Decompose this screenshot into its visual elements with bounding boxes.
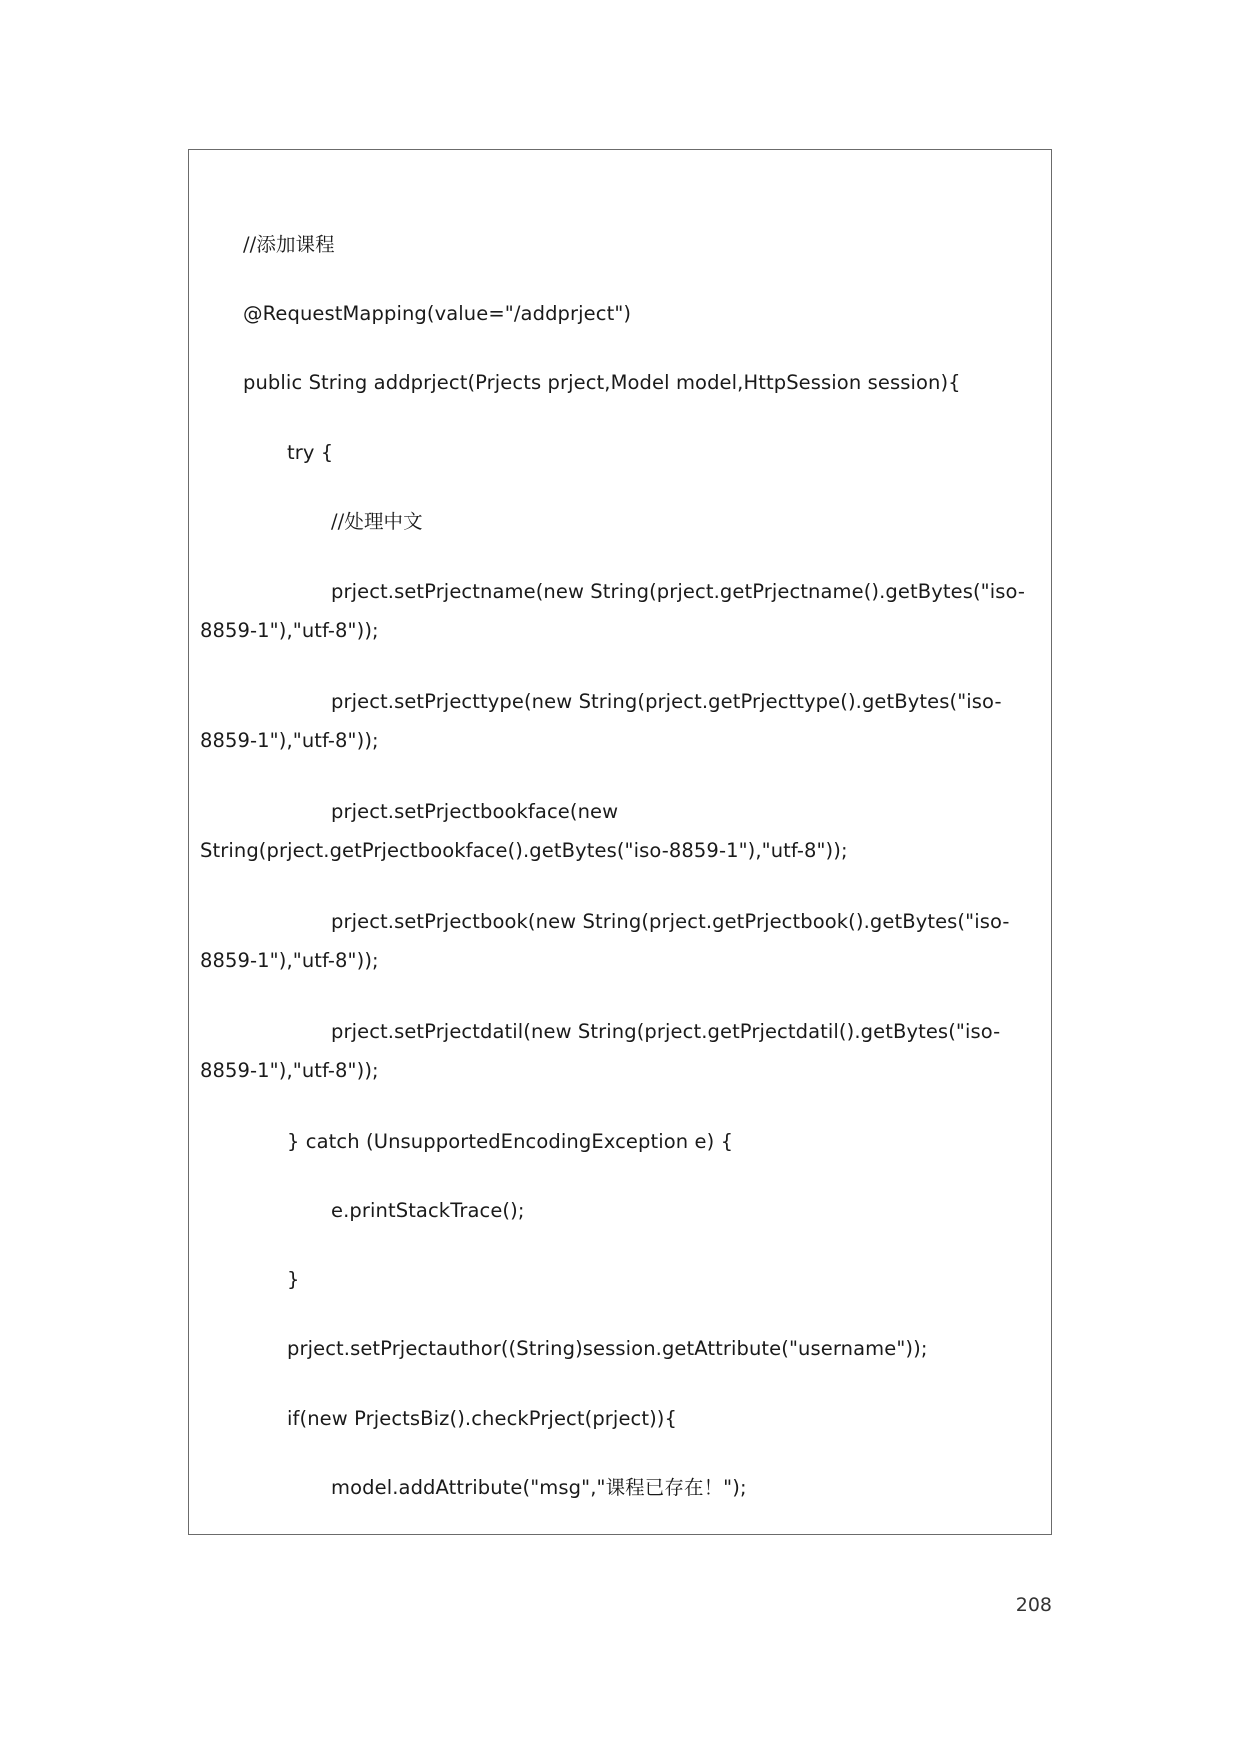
code-line: //添加课程 xyxy=(243,233,335,256)
code-line: model.addAttribute("msg","课程已存在！"); xyxy=(331,1476,747,1499)
code-line: prject.setPrjectauthor((String)session.getAttribute("username")); xyxy=(287,1337,928,1360)
code-line: prject.setPrjectdatil(new String(prject.getPrjectdatil().getBytes("iso- xyxy=(331,1020,1001,1043)
code-line: public String addprject(Prjects prject,Model model,HttpSession session){ xyxy=(243,371,961,394)
code-line: String(prject.getPrjectbookface().getBytes("iso-8859-1"),"utf-8")); xyxy=(200,839,848,862)
code-line: prject.setPrjecttype(new String(prject.getPrjecttype().getBytes("iso- xyxy=(331,690,1002,713)
code-line: prject.setPrjectbook(new String(prject.getPrjectbook().getBytes("iso- xyxy=(331,910,1010,933)
code-line: prject.setPrjectbookface(new xyxy=(331,800,619,823)
code-line: e.printStackTrace(); xyxy=(331,1199,525,1222)
code-line: 8859-1"),"utf-8")); xyxy=(200,1059,379,1082)
code-line: //处理中文 xyxy=(331,510,423,533)
code-line: 8859-1"),"utf-8")); xyxy=(200,729,379,752)
code-line: if(new PrjectsBiz().checkPrject(prject)){ xyxy=(287,1407,678,1430)
code-line: @RequestMapping(value="/addprject") xyxy=(243,302,632,325)
code-line: } xyxy=(287,1268,300,1291)
code-listing-box xyxy=(188,149,1052,1535)
code-line: prject.setPrjectname(new String(prject.getPrjectname().getBytes("iso- xyxy=(331,580,1026,603)
code-line: try { xyxy=(287,441,334,464)
code-line: 8859-1"),"utf-8")); xyxy=(200,949,379,972)
page-number: 208 xyxy=(1015,1594,1052,1616)
code-line: 8859-1"),"utf-8")); xyxy=(200,619,379,642)
code-line: } catch (UnsupportedEncodingException e) { xyxy=(287,1130,734,1153)
